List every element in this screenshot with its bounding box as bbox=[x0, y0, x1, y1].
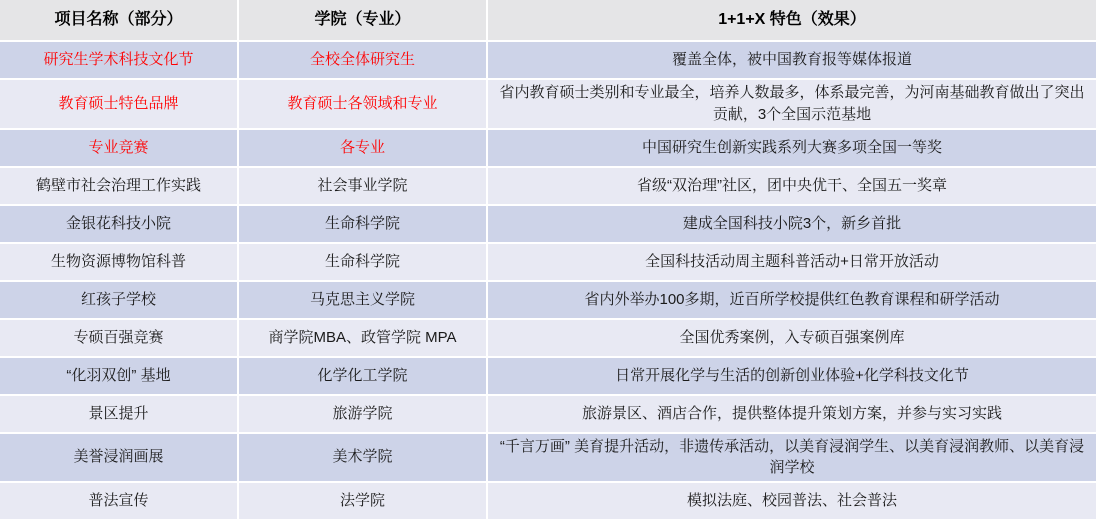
cell-effect: 省内外举办100多期，近百所学校提供红色教育课程和研学活动 bbox=[488, 282, 1096, 318]
cell-effect: 覆盖全体，被中国教育报等媒体报道 bbox=[488, 42, 1096, 78]
table-row bbox=[0, 483, 1096, 519]
table-row bbox=[0, 358, 1096, 394]
table-row bbox=[0, 168, 1096, 204]
header-project: 项目名称（部分） bbox=[0, 0, 237, 40]
table-row bbox=[0, 320, 1096, 356]
cell-project: 专业竞赛 bbox=[0, 130, 237, 166]
cell-project: 生物资源博物馆科普 bbox=[0, 244, 237, 280]
cell-project: 教育硕士特色品牌 bbox=[0, 80, 237, 128]
cell-effect: “千言万画” 美育提升活动，非遗传承活动，以美育浸润学生、以美育浸润教师、以美育浸润学校 bbox=[488, 434, 1096, 482]
cell-effect: 模拟法庭、校园普法、社会普法 bbox=[488, 483, 1096, 519]
cell-college: 生命科学院 bbox=[239, 206, 486, 242]
header-college: 学院（专业） bbox=[239, 0, 486, 40]
cell-college: 旅游学院 bbox=[239, 396, 486, 432]
cell-college: 各专业 bbox=[239, 130, 486, 166]
header-effect: 1+1+X 特色（效果） bbox=[488, 0, 1096, 40]
table-row bbox=[0, 42, 1096, 78]
cell-college: 全校全体研究生 bbox=[239, 42, 486, 78]
table-row bbox=[0, 130, 1096, 166]
table-row bbox=[0, 396, 1096, 432]
table-header-row bbox=[0, 0, 1096, 40]
cell-college: 生命科学院 bbox=[239, 244, 486, 280]
cell-project: 美誉浸润画展 bbox=[0, 434, 237, 482]
cell-effect: 全国科技活动周主题科普活动+日常开放活动 bbox=[488, 244, 1096, 280]
cell-college: 美术学院 bbox=[239, 434, 486, 482]
cell-effect: 日常开展化学与生活的创新创业体验+化学科技文化节 bbox=[488, 358, 1096, 394]
cell-project: 普法宣传 bbox=[0, 483, 237, 519]
cell-effect: 建成全国科技小院3个，新乡首批 bbox=[488, 206, 1096, 242]
cell-effect: 中国研究生创新实践系列大赛多项全国一等奖 bbox=[488, 130, 1096, 166]
cell-effect: 省级“双治理”社区，团中央优干、全国五一奖章 bbox=[488, 168, 1096, 204]
table-row bbox=[0, 282, 1096, 318]
table-row bbox=[0, 244, 1096, 280]
cell-college: 马克思主义学院 bbox=[239, 282, 486, 318]
cell-project: 研究生学术科技文化节 bbox=[0, 42, 237, 78]
cell-project: 鹤壁市社会治理工作实践 bbox=[0, 168, 237, 204]
cell-college: 法学院 bbox=[239, 483, 486, 519]
cell-effect: 全国优秀案例，入专硕百强案例库 bbox=[488, 320, 1096, 356]
cell-project: 金银花科技小院 bbox=[0, 206, 237, 242]
cell-project: 专硕百强竞赛 bbox=[0, 320, 237, 356]
cell-effect: 省内教育硕士类别和专业最全，培养人数最多，体系最完善，为河南基础教育做出了突出贡献，3个全国示范基地 bbox=[488, 80, 1096, 128]
cell-project: 红孩子学校 bbox=[0, 282, 237, 318]
cell-college: 社会事业学院 bbox=[239, 168, 486, 204]
table-body bbox=[0, 42, 1096, 519]
table-row bbox=[0, 80, 1096, 128]
table-row bbox=[0, 434, 1096, 482]
cell-college: 化学化工学院 bbox=[239, 358, 486, 394]
cell-effect: 旅游景区、酒店合作，提供整体提升策划方案，并参与实习实践 bbox=[488, 396, 1096, 432]
cell-college: 商学院MBA、政管学院 MPA bbox=[239, 320, 486, 356]
cell-project: “化羽双创” 基地 bbox=[0, 358, 237, 394]
table-row bbox=[0, 206, 1096, 242]
cell-project: 景区提升 bbox=[0, 396, 237, 432]
cell-college: 教育硕士各领域和专业 bbox=[239, 80, 486, 128]
